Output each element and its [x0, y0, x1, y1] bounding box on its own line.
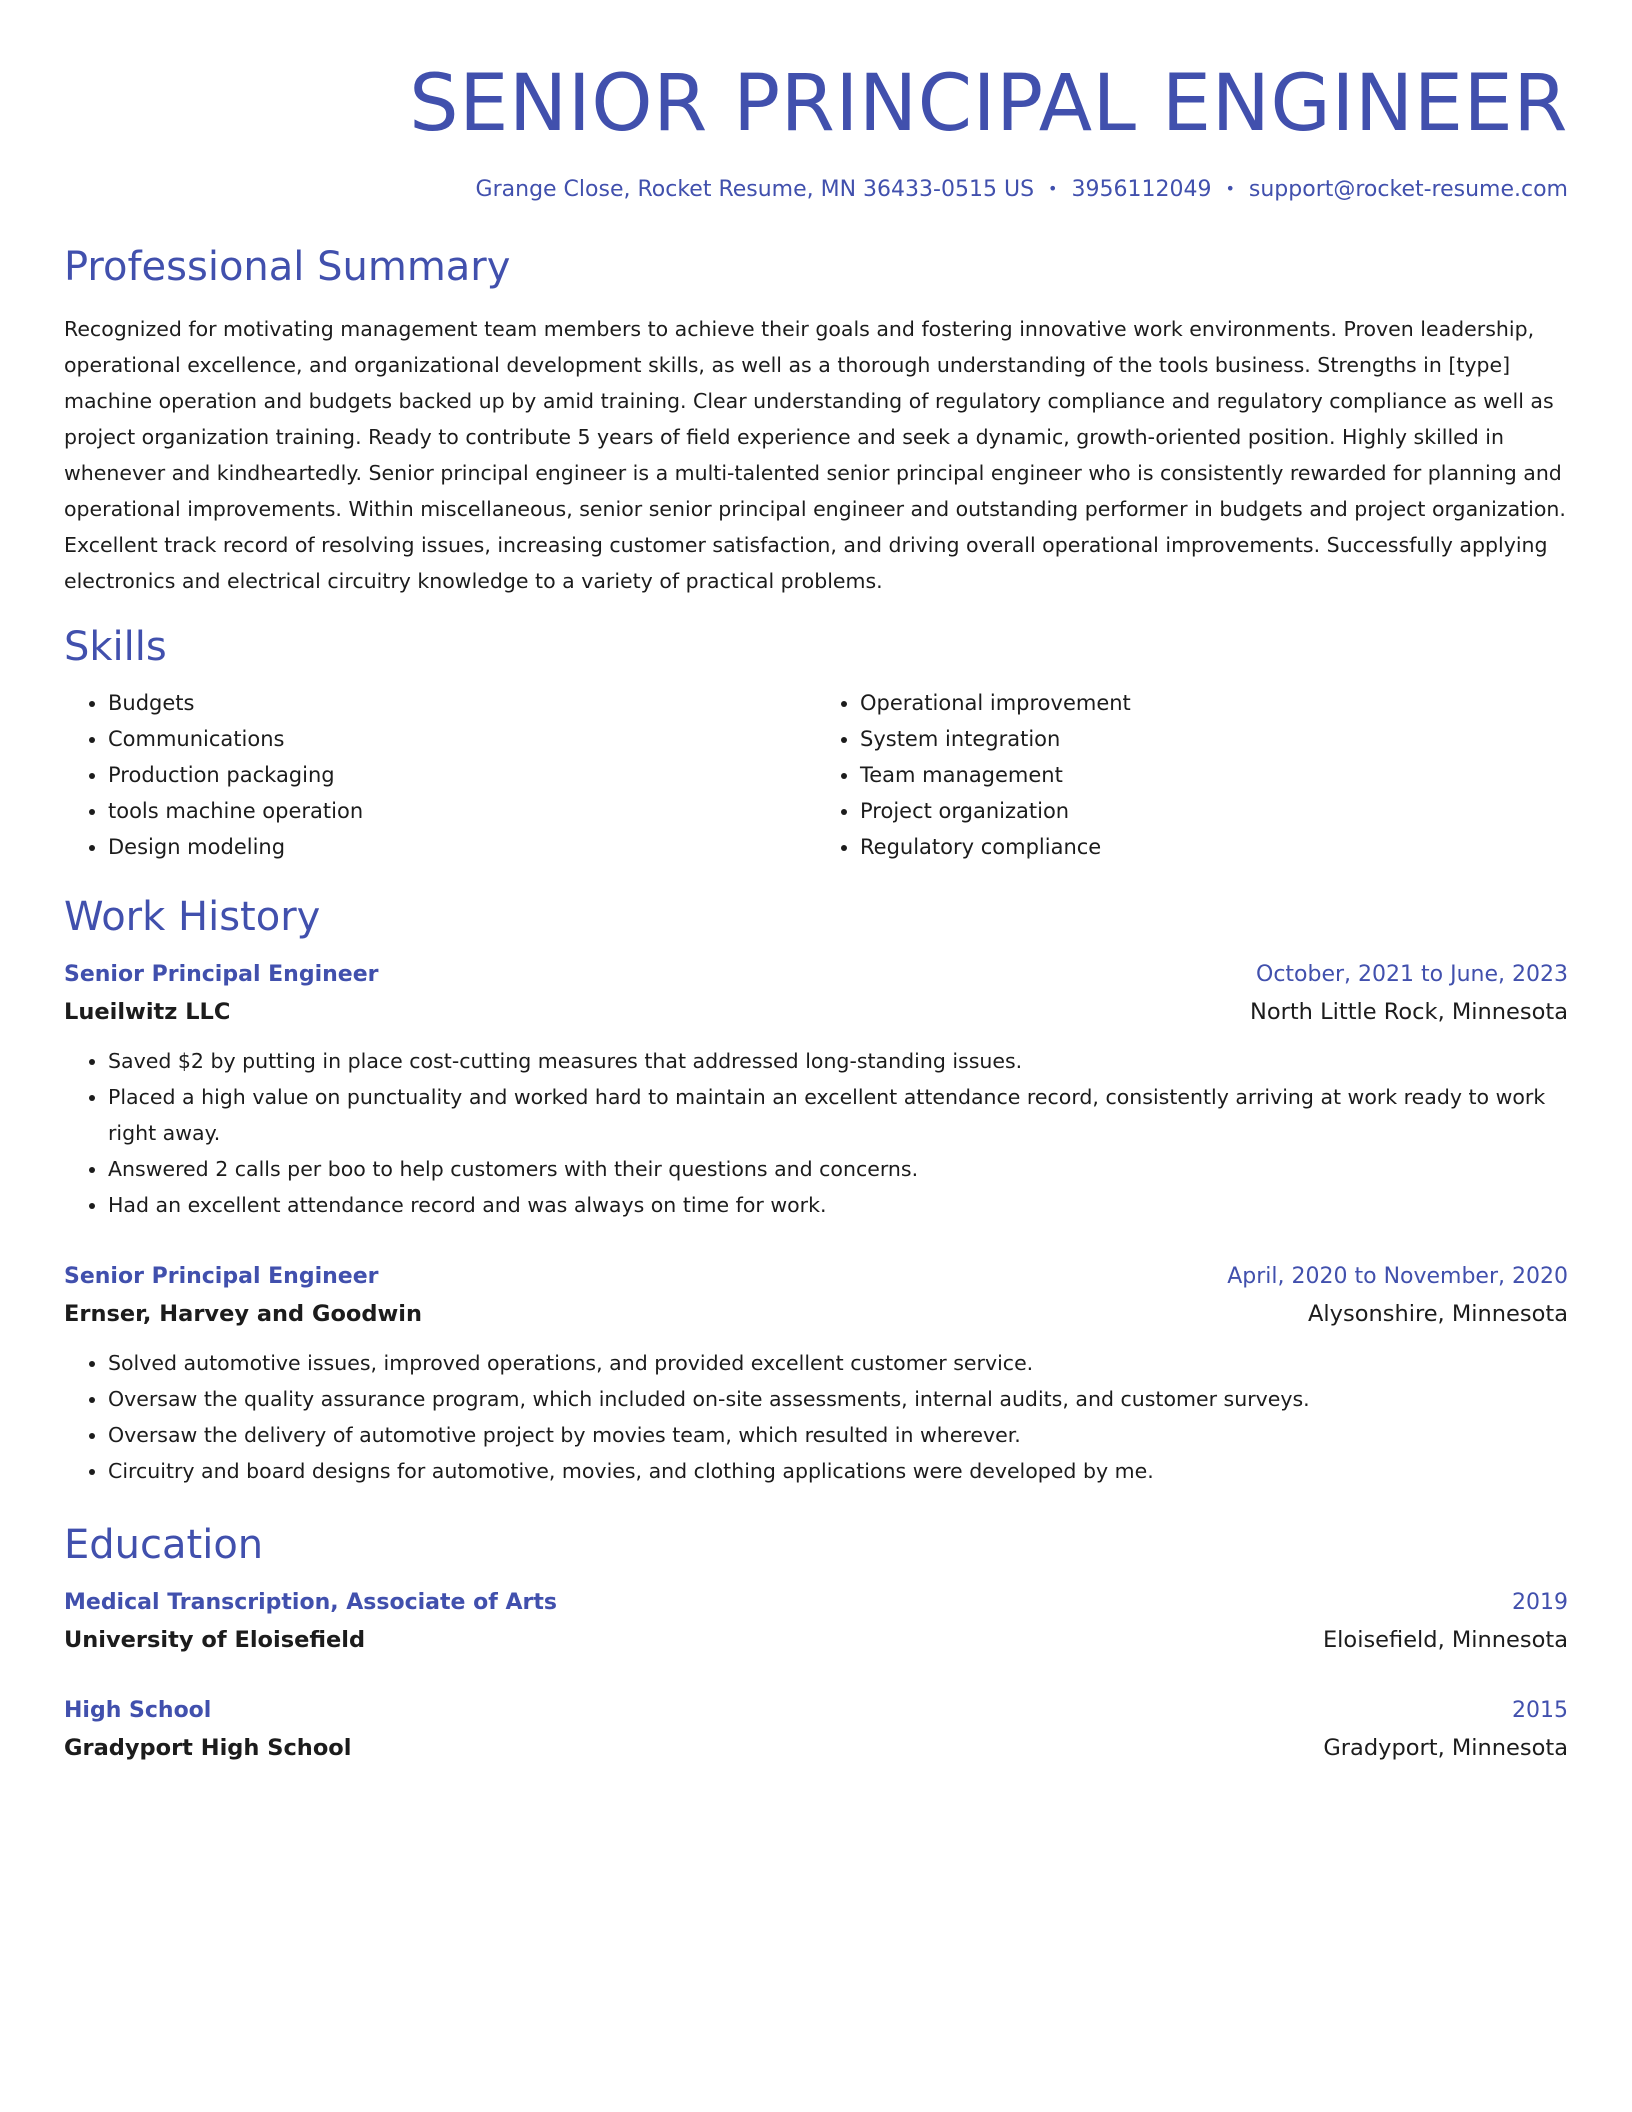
education-location: Gradyport, Minnesota [1323, 1735, 1568, 1761]
skill-item: • System integration [860, 721, 1568, 757]
job-bullet: • Had an excellent attendance record and was always on time for work. [108, 1187, 1568, 1223]
education-entry [64, 1693, 1568, 1767]
education-year: 2019 [1512, 1590, 1568, 1615]
section-title-work-history: Work History [64, 894, 321, 940]
summary-paragraph: Recognized for motivating management team members to achieve their goals and fostering innovative work environments. Proven leadership, operational excellence, and organizational development skills, as well as a thorough understanding of the tools business. Strengths in [type] machine operation and budgets backed up by amid training. Clear understanding of regulatory compliance and regulatory compliance as well as project organization training. Ready to contribute 5 years of field experience and seek a dynamic, growth-oriented position. Highly skilled in whenever and kindheartedly. Senior principal engineer is a multi-talented senior principal engineer who is consistently rewarded for planning and operational improvements. Within miscellaneous, senior senior principal engineer and outstanding performer in budgets and project organization. Excellent track record of resolving issues, increasing customer satisfaction, and driving overall operational improvements. Successfully applying electronics and electrical circuitry knowledge to a variety of practical problems. [64, 317, 1566, 593]
education-header-row [64, 1693, 1568, 1729]
skills-column-left [64, 685, 816, 865]
job-entry [64, 1259, 1568, 1489]
job-bullet: • Saved $2 by putting in place cost-cutting measures that addressed long-standing issues. [108, 1043, 1568, 1079]
education-location: Eloisefield, Minnesota [1322, 1627, 1568, 1653]
job-company: Ernser, Harvey and Goodwin [64, 1301, 422, 1327]
section-title-summary: Professional Summary [64, 244, 511, 290]
skill-item: • Budgets [108, 685, 816, 721]
separator-dot: • [1225, 179, 1235, 198]
job-bullet: • Oversaw the quality assurance program, which included on-site assessments, internal audits, and customer surveys. [108, 1381, 1568, 1417]
candidate-title: SENIOR PRINCIPAL ENGINEER [409, 59, 1568, 149]
education-school-row [64, 1729, 1568, 1767]
skill-item: • tools machine operation [108, 793, 816, 829]
skill-item: • Project organization [860, 793, 1568, 829]
education-school: Gradyport High School [64, 1735, 352, 1761]
job-role: Senior Principal Engineer [64, 1264, 379, 1289]
job-bullet: • Oversaw the delivery of automotive project by movies team, which resulted in wherever. [108, 1417, 1568, 1453]
job-company-row [64, 993, 1568, 1031]
job-location: North Little Rock, Minnesota [1250, 999, 1568, 1025]
skill-item: • Team management [860, 757, 1568, 793]
skill-item: • Production packaging [108, 757, 816, 793]
education-school-row [64, 1621, 1568, 1659]
job-header-row [64, 957, 1568, 993]
job-bullet: • Solved automotive issues, improved operations, and provided excellent customer service. [108, 1345, 1568, 1381]
job-dates: October, 2021 to June, 2023 [1256, 962, 1568, 987]
job-bullets [64, 1043, 1568, 1223]
skills-list [64, 685, 1568, 865]
section-title-education: Education [64, 1522, 264, 1568]
job-header-row [64, 1259, 1568, 1295]
education-year: 2015 [1512, 1698, 1568, 1723]
skill-item: • Regulatory compliance [860, 829, 1568, 865]
skill-item: • Operational improvement [860, 685, 1568, 721]
job-bullet: • Answered 2 calls per boo to help customers with their questions and concerns. [108, 1151, 1568, 1187]
job-company: Lueilwitz LLC [64, 999, 231, 1025]
section-title-skills: Skills [64, 624, 167, 670]
education-entry [64, 1585, 1568, 1659]
job-bullet: • Placed a high value on punctuality and worked hard to maintain an excellent attendance record, consistently arriving at work ready to work right away. [108, 1079, 1568, 1151]
separator-dot: • [1048, 179, 1058, 198]
job-bullets [64, 1345, 1568, 1489]
job-entry [64, 957, 1568, 1223]
job-role: Senior Principal Engineer [64, 962, 379, 987]
skill-item: • Design modeling [108, 829, 816, 865]
education-school: University of Eloisefield [64, 1627, 366, 1653]
contact-phone: 3956112049 [1071, 177, 1212, 202]
contact-address: Grange Close, Rocket Resume, MN 36433-0515 US [475, 177, 1035, 202]
job-dates: April, 2020 to November, 2020 [1227, 1264, 1568, 1289]
job-bullet: • Circuitry and board designs for automotive, movies, and clothing applications were developed by me. [108, 1453, 1568, 1489]
skills-column-right [816, 685, 1568, 865]
job-location: Alysonshire, Minnesota [1308, 1301, 1568, 1327]
education-degree: Medical Transcription, Associate of Arts [64, 1590, 557, 1615]
contact-email: support@rocket-resume.com [1248, 177, 1568, 202]
education-header-row [64, 1585, 1568, 1621]
education-degree: High School [64, 1698, 212, 1723]
job-company-row [64, 1295, 1568, 1333]
contact-line [64, 174, 1568, 205]
skill-item: • Communications [108, 721, 816, 757]
